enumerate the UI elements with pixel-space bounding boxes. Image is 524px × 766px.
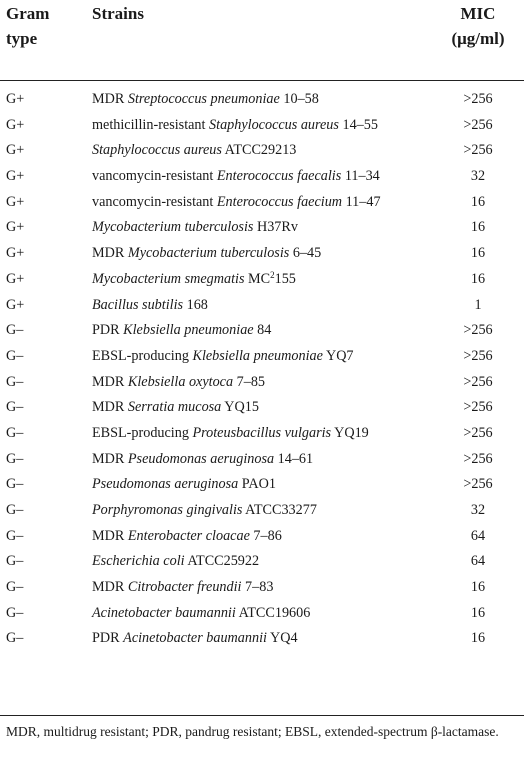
- cell-mic: >256: [463, 424, 493, 441]
- strain-suffix: YQ15: [221, 399, 259, 416]
- cell-gram-type: G–: [6, 476, 24, 493]
- strain-species: Staphylococcus aureus: [209, 116, 339, 133]
- strain-prefix: MDR: [92, 579, 128, 596]
- table-row: [0, 164, 524, 190]
- table-row: [0, 524, 524, 550]
- table-row: [0, 241, 524, 267]
- cell-gram-type: G+: [6, 193, 25, 210]
- strain-species: Klebsiella oxytoca: [127, 373, 234, 390]
- cell-gram-type: G–: [6, 502, 24, 518]
- strain-species: Staphylococcus aureus: [92, 142, 222, 159]
- strain-species: Proteusbacillus vulgaris: [192, 424, 332, 441]
- cell-strain: [92, 138, 296, 164]
- strain-prefix: methicillin-resistant: [92, 116, 210, 133]
- table-header: [0, 0, 524, 81]
- cell-gram-type: G–: [6, 424, 24, 441]
- table-row: [0, 601, 524, 627]
- table-row: [0, 344, 524, 370]
- table-row: [0, 267, 524, 293]
- table-row: [0, 575, 524, 601]
- cell-strain: [92, 164, 380, 190]
- strain-prefix: EBSL-producing: [92, 424, 193, 441]
- cell-gram-type: G–: [6, 450, 24, 467]
- strain-prefix: MDR: [92, 450, 128, 467]
- cell-gram-type: G+: [6, 219, 25, 236]
- cell-gram-type: G+: [6, 116, 25, 133]
- strain-species: Enterococcus faecalis: [216, 168, 342, 185]
- table-row: [0, 472, 524, 498]
- strain-species: Streptococcus pneumoniae: [127, 91, 280, 107]
- table-row: [0, 87, 524, 113]
- cell-gram-type: G–: [6, 579, 24, 596]
- table-body: [0, 81, 524, 652]
- table-row: [0, 318, 524, 344]
- strain-superscript: 2: [270, 269, 275, 280]
- cell-strain: [92, 447, 313, 473]
- cell-strain: [92, 190, 381, 216]
- strain-suffix: 10–58: [279, 91, 319, 107]
- table-row: [0, 447, 524, 473]
- cell-strain: [92, 241, 321, 267]
- strain-species: Klebsiella pneumoniae: [123, 322, 254, 339]
- cell-strain: [92, 344, 354, 370]
- strain-prefix: PDR: [92, 630, 124, 647]
- cell-strain: [92, 472, 276, 498]
- cell-strain: [92, 575, 273, 601]
- header-mic: [438, 1, 518, 51]
- header-gram-type: [6, 1, 49, 51]
- header-mic-line1: MIC: [460, 4, 496, 23]
- strain-species: Enterococcus faecium: [216, 193, 343, 210]
- strain-species: Citrobacter freundii: [127, 579, 242, 596]
- cell-strain: [92, 293, 208, 319]
- cell-mic: 16: [470, 270, 486, 287]
- table-row: [0, 138, 524, 164]
- header-mic-line2: (μg/ml): [451, 29, 505, 48]
- cell-mic: 64: [470, 527, 486, 544]
- strain-species: Klebsiella pneumoniae: [192, 347, 323, 364]
- cell-mic: 16: [470, 245, 486, 262]
- strain-prefix: MDR: [92, 527, 128, 544]
- table-row: [0, 113, 524, 139]
- cell-mic: >256: [463, 347, 493, 364]
- table-row: [0, 498, 524, 524]
- strain-species: Enterobacter cloacae: [127, 527, 250, 544]
- cell-strain: [92, 421, 369, 447]
- strain-species: Mycobacterium tuberculosis: [127, 245, 290, 262]
- table-row: [0, 293, 524, 319]
- strain-suffix: ATCC19606: [235, 604, 311, 621]
- cell-mic: >256: [463, 450, 493, 467]
- cell-mic: >256: [463, 322, 493, 339]
- cell-mic: 16: [470, 630, 486, 647]
- cell-strain: [92, 601, 310, 627]
- cell-gram-type: G–: [6, 630, 24, 647]
- strain-suffix: ATCC33277: [242, 502, 317, 518]
- cell-strain: [92, 370, 265, 396]
- table-row: [0, 549, 524, 575]
- strain-species: Mycobacterium smegmatis: [92, 270, 245, 287]
- cell-mic: >256: [463, 373, 493, 390]
- cell-strain: [92, 215, 298, 241]
- cell-mic: 64: [470, 553, 486, 570]
- table-row: [0, 370, 524, 396]
- strain-suffix: 168: [183, 296, 208, 313]
- cell-gram-type: G–: [6, 322, 24, 339]
- strain-suffix: 7–85: [233, 373, 265, 390]
- table-row: [0, 626, 524, 652]
- cell-mic: 1: [474, 296, 482, 313]
- cell-gram-type: G+: [6, 168, 25, 185]
- cell-strain: [92, 524, 282, 550]
- strain-species: Mycobacterium tuberculosis: [92, 219, 254, 236]
- cell-strain: [92, 113, 378, 139]
- strain-suffix: 14–55: [338, 116, 378, 133]
- cell-mic: >256: [463, 142, 493, 159]
- strain-suffix: 11–47: [342, 193, 381, 210]
- strain-species: Pseudomonas aeruginosa: [127, 450, 275, 467]
- cell-gram-type: G–: [6, 373, 24, 390]
- cell-gram-type: G+: [6, 296, 25, 313]
- cell-gram-type: G–: [6, 553, 24, 570]
- strain-species: Serratia mucosa: [127, 399, 222, 416]
- strain-suffix: ATCC25922: [184, 553, 260, 570]
- strain-prefix: MDR: [92, 245, 128, 262]
- strain-suffix: 6–45: [289, 245, 322, 262]
- table-footnote: MDR, multidrug resistant; PDR, pandrug resistant; EBSL, extended-spectrum β-lactamase.: [6, 724, 499, 739]
- strain-suffix: PAO1: [238, 476, 276, 493]
- strain-suffix: MC: [244, 270, 271, 287]
- strain-suffix: ATCC29213: [221, 142, 297, 159]
- cell-strain: [92, 87, 319, 113]
- strain-suffix2: 155: [274, 270, 296, 287]
- cell-strain: [92, 395, 259, 421]
- cell-gram-type: G–: [6, 399, 24, 416]
- cell-mic: >256: [463, 399, 493, 416]
- cell-gram-type: G–: [6, 604, 24, 621]
- cell-mic: 16: [470, 193, 486, 210]
- cell-strain: [92, 318, 271, 344]
- cell-gram-type: G+: [6, 245, 25, 262]
- strain-species: Acinetobacter baumannii: [123, 630, 267, 647]
- cell-mic: 16: [470, 604, 486, 621]
- cell-mic: >256: [463, 476, 493, 493]
- strain-suffix: YQ19: [331, 424, 369, 441]
- cell-mic: 16: [470, 579, 486, 596]
- strain-species: Bacillus subtilis: [92, 296, 184, 313]
- strain-species: Acinetobacter baumannii: [92, 604, 236, 621]
- strain-species: Porphyromonas gingivalis: [92, 502, 243, 518]
- strain-suffix: 84: [253, 322, 272, 339]
- cell-gram-type: G+: [6, 91, 25, 107]
- strain-suffix: 7–86: [249, 527, 282, 544]
- cell-strain: [92, 267, 296, 293]
- strain-suffix: H37Rv: [253, 219, 298, 236]
- strain-prefix: vancomycin-resistant: [92, 168, 217, 185]
- strain-prefix: MDR: [92, 373, 128, 390]
- table-row: [0, 190, 524, 216]
- table-row: [0, 395, 524, 421]
- strain-suffix: 14–61: [274, 450, 314, 467]
- cell-gram-type: G+: [6, 142, 25, 159]
- strain-species: Pseudomonas aeruginosa: [92, 476, 239, 493]
- table-row: [0, 421, 524, 447]
- cell-mic: >256: [463, 91, 493, 107]
- cell-mic: 16: [470, 219, 486, 236]
- cell-strain: [92, 549, 259, 575]
- strain-suffix: 11–34: [341, 168, 380, 185]
- header-gram-line2: type: [6, 29, 38, 48]
- strain-species: Escherichia coli: [92, 553, 185, 570]
- strain-prefix: MDR: [92, 399, 128, 416]
- cell-gram-type: G+: [6, 270, 25, 287]
- cell-strain: [92, 498, 317, 524]
- strain-suffix: YQ7: [322, 347, 354, 364]
- strain-suffix: YQ4: [266, 630, 298, 647]
- strain-prefix: vancomycin-resistant: [92, 193, 217, 210]
- strain-prefix: PDR: [92, 322, 124, 339]
- cell-mic: 32: [470, 502, 486, 518]
- table-row: [0, 215, 524, 241]
- cell-gram-type: G–: [6, 527, 24, 544]
- strain-prefix: EBSL-producing: [92, 347, 193, 364]
- cell-strain: [92, 626, 298, 652]
- table-bottom-rule: [0, 715, 524, 716]
- strain-prefix: MDR: [92, 91, 128, 107]
- cell-mic: 32: [470, 168, 486, 185]
- cell-mic: >256: [463, 116, 493, 133]
- header-strains: Strains: [92, 4, 144, 23]
- cell-gram-type: G–: [6, 347, 24, 364]
- header-gram-line1: Gram: [6, 4, 50, 23]
- strain-suffix: 7–83: [241, 579, 274, 596]
